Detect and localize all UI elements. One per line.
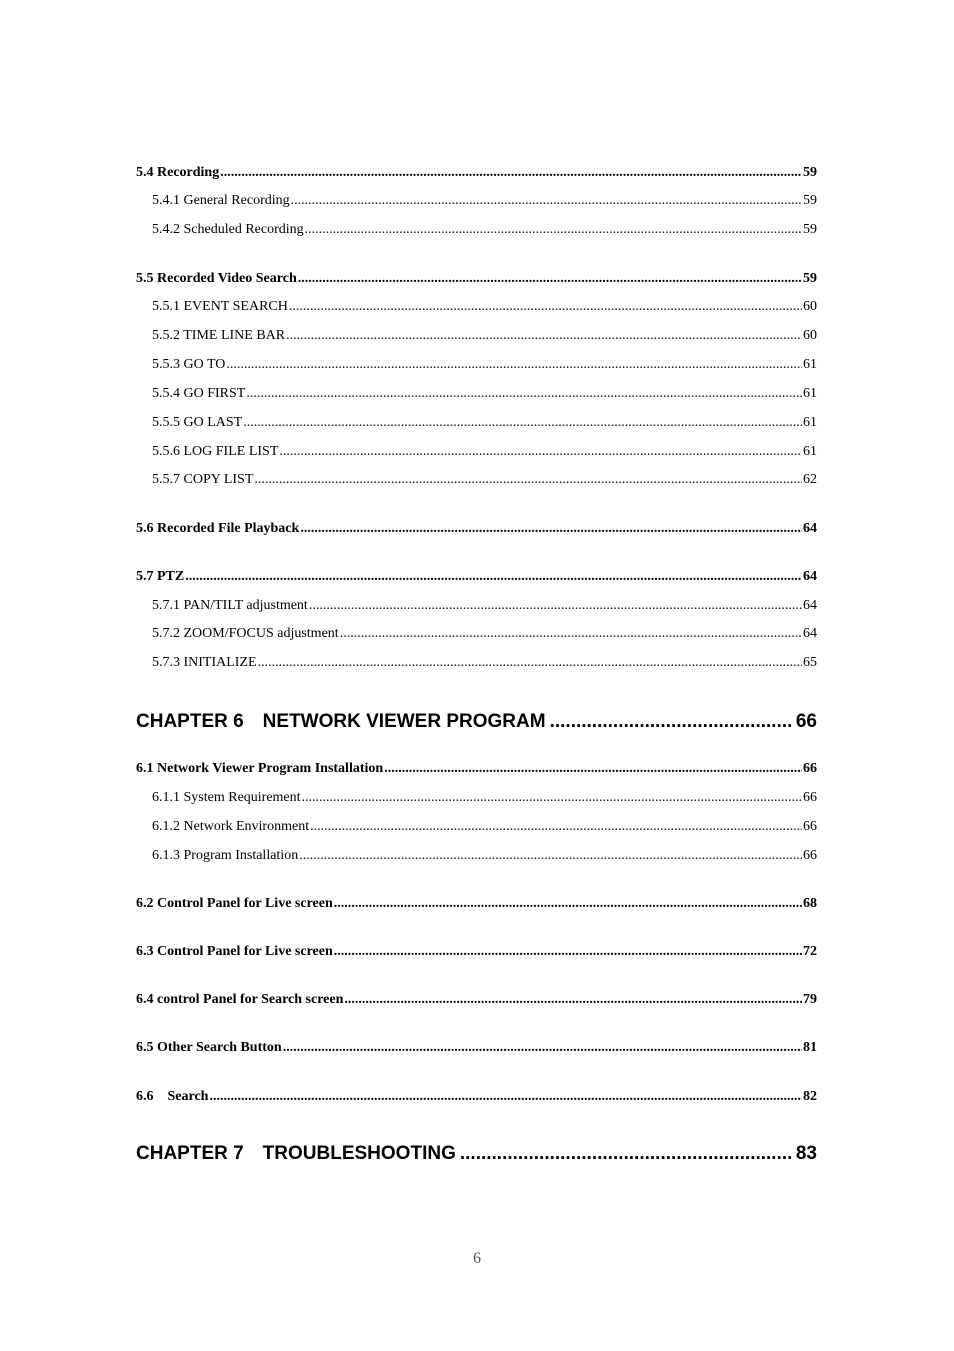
toc-entry[interactable] (152, 656, 817, 670)
toc-dot-leader (226, 358, 802, 372)
toc-entry-title: 5.7.1 PAN/TILT adjustment (152, 598, 308, 613)
toc-dot-leader (279, 445, 802, 459)
toc-entry-page: 65 (803, 655, 817, 670)
toc-entry-page: 61 (803, 386, 817, 401)
toc-entry-page: 72 (803, 944, 817, 959)
toc-dot-leader (246, 387, 802, 401)
toc-entry[interactable] (152, 849, 817, 863)
toc-entry-title: 6.1.3 Program Installation (152, 848, 299, 863)
toc-dot-leader (334, 897, 802, 911)
toc-entry-title: 6.5 Other Search Button (136, 1040, 282, 1055)
toc-entry-page: 68 (803, 896, 817, 911)
toc-dot-leader (220, 166, 802, 180)
toc-entry-page: 66 (803, 761, 817, 776)
toc-dot-leader (550, 712, 792, 731)
toc-entry-page: 79 (803, 992, 817, 1007)
toc-entry[interactable] (152, 358, 817, 372)
toc-entry[interactable] (152, 300, 817, 314)
toc-dot-leader (340, 627, 802, 641)
toc-entry-title: 6.1.2 Network Environment (152, 819, 310, 834)
toc-entry-page: 59 (803, 165, 817, 180)
toc-dot-leader (384, 762, 802, 776)
toc-entry-page: 83 (795, 1143, 817, 1164)
toc-entry[interactable] (136, 1090, 817, 1104)
toc-entry-page: 64 (803, 598, 817, 613)
toc-dot-leader (302, 791, 802, 805)
toc-dot-leader (283, 1041, 802, 1055)
toc-dot-leader (286, 329, 802, 343)
toc-entry-title: 5.5.6 LOG FILE LIST (152, 444, 279, 459)
toc-entry-page: 61 (803, 444, 817, 459)
toc-entry-page: 66 (803, 848, 817, 863)
toc-dot-leader (298, 272, 802, 286)
toc-entry-page: 60 (803, 299, 817, 314)
toc-entry-page: 81 (803, 1040, 817, 1055)
toc-entry-page: 59 (803, 222, 817, 237)
toc-entry[interactable] (136, 993, 817, 1007)
toc-dot-leader (258, 656, 802, 670)
toc-entry[interactable] (136, 762, 817, 776)
toc-dot-leader (460, 1144, 792, 1163)
toc-dot-leader (254, 473, 802, 487)
toc-entry[interactable] (136, 712, 817, 731)
toc-entry-page: 82 (803, 1089, 817, 1104)
toc-entry-title: 5.4.1 General Recording (152, 193, 290, 208)
toc-entry[interactable] (136, 897, 817, 911)
toc-dot-leader (289, 300, 802, 314)
page-number: 6 (473, 1250, 481, 1267)
toc-entry-title: 6.2 Control Panel for Live screen (136, 896, 333, 911)
toc-entry[interactable] (152, 416, 817, 430)
toc-dot-leader (243, 416, 802, 430)
toc-entry-title: 5.4.2 Scheduled Recording (152, 222, 304, 237)
toc-dot-leader (309, 599, 802, 613)
toc-entry-title: 6.3 Control Panel for Live screen (136, 944, 333, 959)
toc-dot-leader (310, 820, 802, 834)
toc-entry-title: CHAPTER 7 TROUBLESHOOTING (136, 1143, 456, 1164)
toc-entry[interactable] (152, 445, 817, 459)
toc-entry-title: 5.5.7 COPY LIST (152, 472, 254, 487)
toc-entry[interactable] (136, 522, 817, 536)
toc-entry-page: 59 (803, 193, 817, 208)
toc-entry[interactable] (136, 166, 817, 180)
toc-entry[interactable] (136, 1041, 817, 1055)
toc-entry-title: 5.6 Recorded File Playback (136, 521, 300, 536)
toc-entry-title: 6.4 control Panel for Search screen (136, 992, 344, 1007)
toc-entry[interactable] (152, 387, 817, 401)
toc-entry-page: 61 (803, 415, 817, 430)
toc-dot-leader (305, 223, 802, 237)
toc-entry[interactable] (136, 1144, 817, 1163)
toc-entry-page: 64 (803, 521, 817, 536)
toc-entry[interactable] (152, 820, 817, 834)
toc-dot-leader (300, 522, 802, 536)
toc-entry-title: 5.5.3 GO TO (152, 357, 226, 372)
toc-entry-page: 66 (803, 819, 817, 834)
toc-entry-page: 64 (803, 569, 817, 584)
toc-entry-page: 66 (795, 711, 817, 732)
toc-entry[interactable] (152, 473, 817, 487)
toc-entry-page: 59 (803, 271, 817, 286)
toc-entry[interactable] (136, 272, 817, 286)
toc-entry[interactable] (152, 599, 817, 613)
toc-entry[interactable] (136, 570, 817, 584)
toc-entry-title: 5.7.2 ZOOM/FOCUS adjustment (152, 626, 339, 641)
toc-entry-title: 6.1.1 System Requirement (152, 790, 301, 805)
toc-entry-title: 5.5.2 TIME LINE BAR (152, 328, 286, 343)
toc-entry-title: 5.7 PTZ (136, 569, 185, 584)
toc-entry-title: 5.4 Recording (136, 165, 220, 180)
toc-entry[interactable] (152, 223, 817, 237)
toc-entry-page: 66 (803, 790, 817, 805)
toc-entry-title: 5.5 Recorded Video Search (136, 271, 297, 286)
toc-entry-title: 5.5.4 GO FIRST (152, 386, 246, 401)
toc-dot-leader (291, 194, 802, 208)
toc-entry-page: 61 (803, 357, 817, 372)
toc-entry-page: 60 (803, 328, 817, 343)
toc-entry-title: 6.1 Network Viewer Program Installation (136, 761, 384, 776)
toc-entry-title: 5.5.1 EVENT SEARCH (152, 299, 288, 314)
toc-entry-page: 64 (803, 626, 817, 641)
toc-dot-leader (209, 1090, 802, 1104)
toc-dot-leader (344, 993, 802, 1007)
toc-entry-title: 5.5.5 GO LAST (152, 415, 243, 430)
toc-entry-title: CHAPTER 6 NETWORK VIEWER PROGRAM (136, 711, 546, 732)
toc-entry[interactable] (152, 194, 817, 208)
toc-entry-page: 62 (803, 472, 817, 487)
toc-entry-title: 5.7.3 INITIALIZE (152, 655, 257, 670)
toc-dot-leader (299, 849, 802, 863)
toc-dot-leader (185, 570, 802, 584)
toc-entry[interactable] (152, 627, 817, 641)
toc-entry-title: 6.6 Search (136, 1089, 209, 1104)
toc-entry[interactable] (152, 329, 817, 343)
toc-entry[interactable] (152, 791, 817, 805)
toc-dot-leader (334, 945, 802, 959)
toc-entry[interactable] (136, 945, 817, 959)
